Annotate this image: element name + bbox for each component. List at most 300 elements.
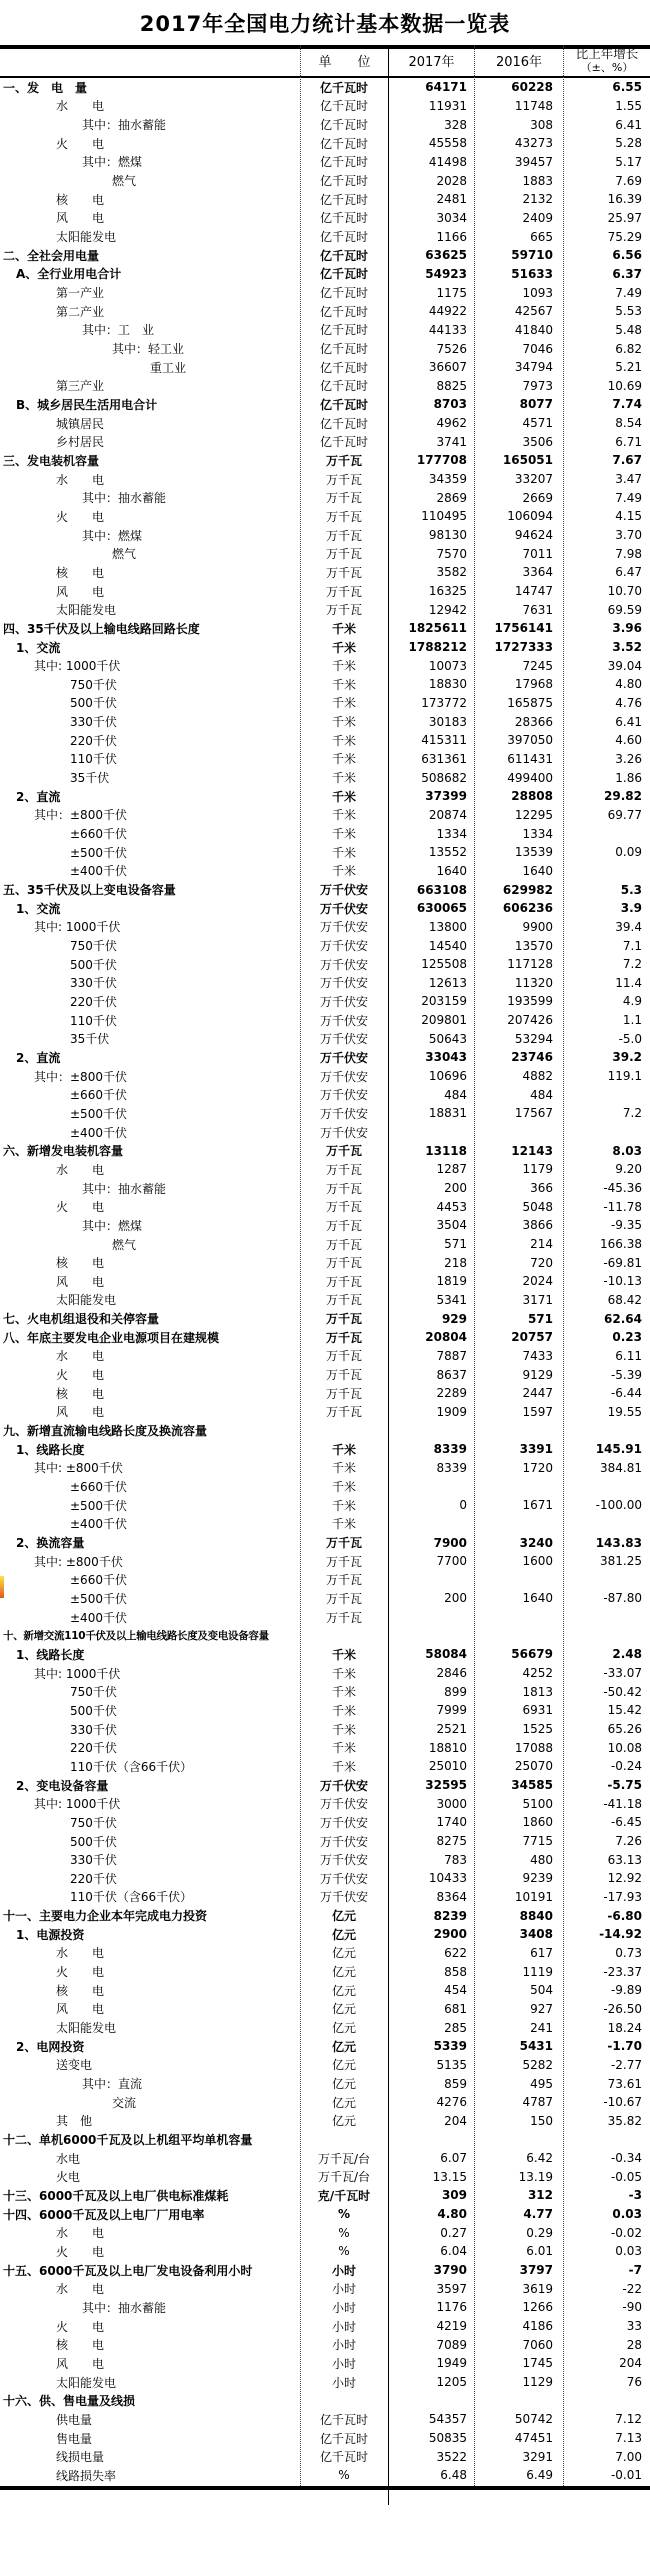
row-growth: 6.11 xyxy=(615,1348,642,1363)
row-value-2016: 34585 xyxy=(511,1778,553,1793)
table-row xyxy=(0,824,650,843)
row-label: 火 电 xyxy=(56,1200,105,1215)
row-unit: 万千伏安 xyxy=(319,1834,368,1849)
row-unit: 亿千瓦时 xyxy=(319,211,368,226)
table-row xyxy=(0,171,650,190)
row-value-2017: 6.48 xyxy=(440,2468,467,2483)
table-row xyxy=(0,1962,650,1981)
row-label: 售电量 xyxy=(56,2431,93,2446)
row-unit: 亿千瓦时 xyxy=(319,2431,368,2446)
row-unit: 亿元 xyxy=(331,2021,356,2036)
row-growth: 6.82 xyxy=(615,341,642,356)
table-row xyxy=(0,1589,650,1608)
row-label: 2、直流 xyxy=(16,1050,61,1065)
row-unit: 亿千瓦时 xyxy=(319,2450,368,2465)
table-row xyxy=(0,1664,650,1683)
row-value-2017: 858 xyxy=(444,1964,467,1979)
row-value-2016: 1883 xyxy=(522,173,553,188)
table-row xyxy=(0,750,650,769)
row-value-2016: 0.29 xyxy=(526,2225,553,2240)
row-label: 750千伏 xyxy=(70,1685,117,1700)
row-unit: 万千伏安 xyxy=(319,883,368,898)
row-value-2017: 54923 xyxy=(425,266,467,281)
row-value-2016: 4882 xyxy=(522,1069,553,1084)
row-value-2017: 173772 xyxy=(421,695,467,710)
table-row xyxy=(0,1067,650,1086)
row-label: 其中: 1000千伏 xyxy=(34,1797,121,1812)
table-row xyxy=(0,2261,650,2280)
row-growth: 39.2 xyxy=(612,1050,642,1065)
row-value-2017: 285 xyxy=(444,2020,467,2035)
row-unit: 万千伏安 xyxy=(319,1778,368,1793)
table-row xyxy=(0,1141,650,1160)
row-unit: 万千瓦 xyxy=(325,1536,362,1551)
row-growth: -5.39 xyxy=(610,1367,642,1382)
row-growth: 7.2 xyxy=(622,957,642,972)
row-value-2017: 8275 xyxy=(436,1834,467,1849)
row-growth: -26.50 xyxy=(603,2001,642,2016)
table-row xyxy=(0,974,650,993)
row-value-2016: 53294 xyxy=(514,1031,553,1046)
table-row xyxy=(0,265,650,284)
row-label: ±660千伏 xyxy=(70,1480,127,1495)
table-row xyxy=(0,526,650,545)
table-row xyxy=(0,582,650,601)
row-value-2017: 1909 xyxy=(436,1404,467,1419)
row-label: 十一、主要电力企业本年完成电力投资 xyxy=(3,1909,208,1924)
row-value-2016: 7433 xyxy=(522,1348,553,1363)
row-label: 750千伏 xyxy=(70,1815,117,1830)
row-unit: 万千伏安 xyxy=(319,939,368,954)
row-value-2017: 783 xyxy=(444,1852,467,1867)
row-value-2016: 1720 xyxy=(522,1460,553,1475)
row-value-2017: 7700 xyxy=(436,1554,467,1569)
row-value-2016: 3291 xyxy=(522,2449,553,2464)
row-value-2016: 1597 xyxy=(522,1404,553,1419)
row-growth: -22 xyxy=(622,2281,642,2296)
table-row xyxy=(0,2279,650,2298)
row-label: 燃气 xyxy=(112,174,137,189)
row-label: 一、发 电 量 xyxy=(3,80,88,95)
table-row xyxy=(0,1197,650,1216)
row-label: 其 他 xyxy=(56,2114,93,2129)
row-value-2016: 2409 xyxy=(522,210,553,225)
row-growth: -50.42 xyxy=(603,1684,642,1699)
row-growth: 7.49 xyxy=(615,285,642,300)
row-label: ±500千伏 xyxy=(70,1498,127,1513)
row-growth: 11.4 xyxy=(615,975,642,990)
row-unit: 万千伏安 xyxy=(319,1890,368,1905)
row-label: 送变电 xyxy=(56,2058,93,2073)
row-label: ±400千伏 xyxy=(70,1610,127,1625)
row-label: 220千伏 xyxy=(70,733,117,748)
row-value-2016: 927 xyxy=(530,2001,553,2016)
row-value-2017: 2521 xyxy=(436,1722,467,1737)
column-header-growth-line1: 比上年增长 xyxy=(575,45,639,61)
row-growth: 4.60 xyxy=(615,733,642,748)
row-growth: 1.86 xyxy=(615,770,642,785)
table-row xyxy=(0,1925,650,1944)
row-value-2017: 7887 xyxy=(436,1348,467,1363)
row-label: 500千伏 xyxy=(70,1703,117,1718)
row-value-2016: 1671 xyxy=(522,1498,553,1513)
row-value-2016: 8840 xyxy=(519,1908,553,1923)
row-unit: 亿千瓦时 xyxy=(319,379,368,394)
table-row xyxy=(0,1626,650,1645)
row-label: 城镇居民 xyxy=(56,416,105,431)
row-growth: -10.13 xyxy=(603,1274,642,1289)
row-unit: 万千伏安 xyxy=(319,994,368,1009)
row-label: 水 电 xyxy=(56,2282,105,2297)
row-value-2017: 8703 xyxy=(433,397,467,412)
row-value-2017: 36607 xyxy=(428,360,467,375)
row-label: 其中: 1000千伏 xyxy=(34,1666,121,1681)
row-value-2017: 63625 xyxy=(425,248,467,263)
row-value-2017: 110495 xyxy=(421,509,467,524)
row-value-2017: 58084 xyxy=(425,1647,467,1662)
table-row xyxy=(0,992,650,1011)
row-label: 1、交流 xyxy=(16,901,61,916)
table-row xyxy=(0,1085,650,1104)
row-growth: -45.36 xyxy=(603,1181,642,1196)
row-label: 八、年底主要发电企业电源项目在建规模 xyxy=(3,1330,220,1345)
row-value-2017: 1205 xyxy=(436,2375,467,2390)
table-row xyxy=(0,1571,650,1590)
row-value-2016: 1756141 xyxy=(494,621,553,636)
row-growth: -11.78 xyxy=(603,1199,642,1214)
row-value-2016: 3240 xyxy=(519,1535,553,1550)
row-value-2017: 4962 xyxy=(436,416,467,431)
table-row xyxy=(0,2112,650,2131)
row-unit: 千米 xyxy=(331,677,356,692)
row-label: ±660千伏 xyxy=(70,827,127,842)
row-growth: -6.45 xyxy=(610,1815,642,1830)
row-value-2016: 39457 xyxy=(514,154,553,169)
table-row xyxy=(0,806,650,825)
row-value-2017: 1825611 xyxy=(408,621,467,636)
row-unit: 万千瓦 xyxy=(325,547,362,562)
row-value-2016: 1860 xyxy=(522,1815,553,1830)
row-label: 火 电 xyxy=(56,2319,105,2334)
row-label: ±400千伏 xyxy=(70,1517,127,1532)
row-value-2017: 1788212 xyxy=(408,640,467,655)
row-value-2017: 200 xyxy=(444,1181,467,1196)
row-unit: 亿千瓦时 xyxy=(319,323,368,338)
table-row xyxy=(0,414,650,433)
row-label: ±400千伏 xyxy=(70,1125,127,1140)
row-value-2017: 2900 xyxy=(433,1927,467,1942)
row-growth: 119.1 xyxy=(607,1069,642,1084)
row-growth: 145.91 xyxy=(595,1442,642,1457)
table-row xyxy=(0,1291,650,1310)
row-value-2016: 5048 xyxy=(522,1199,553,1214)
row-value-2017: 7570 xyxy=(436,546,467,561)
row-growth: 3.52 xyxy=(612,640,642,655)
row-label: B、城乡居民生活用电合计 xyxy=(16,397,158,412)
row-growth: 6.41 xyxy=(615,714,642,729)
row-label: 220千伏 xyxy=(70,994,117,1009)
row-value-2017: 5339 xyxy=(433,2039,467,2054)
row-value-2017: 209801 xyxy=(421,1013,467,1028)
row-growth: 204 xyxy=(619,2356,642,2371)
table-row xyxy=(0,1869,650,1888)
row-value-2016: 499400 xyxy=(507,770,553,785)
row-label: 其中: 1000千伏 xyxy=(34,659,121,674)
row-label: 七、火电机组退役和关停容量 xyxy=(3,1312,160,1327)
table-row xyxy=(0,190,650,209)
row-value-2016: 9129 xyxy=(522,1367,553,1382)
row-unit: 万千瓦 xyxy=(325,1293,362,1308)
row-label: 十三、6000千瓦及以上电厂供电标准煤耗 xyxy=(3,2188,229,2203)
row-label: 核 电 xyxy=(56,1386,105,1401)
table-row xyxy=(0,78,650,97)
row-value-2017: 2869 xyxy=(436,490,467,505)
row-growth: -6.44 xyxy=(610,1386,642,1401)
row-label: 330千伏 xyxy=(70,976,117,991)
table-row xyxy=(0,2149,650,2168)
row-unit: 亿千瓦时 xyxy=(319,118,368,133)
row-label: 供电量 xyxy=(56,2412,93,2427)
row-unit: 亿千瓦时 xyxy=(319,174,368,189)
row-value-2016: 11320 xyxy=(514,975,553,990)
row-value-2017: 3504 xyxy=(436,1218,467,1233)
table-row xyxy=(0,358,650,377)
row-value-2016: 28366 xyxy=(514,714,553,729)
row-unit: 万千伏安 xyxy=(319,1125,368,1140)
row-unit: 千米 xyxy=(331,640,356,655)
row-value-2016: 6.01 xyxy=(526,2244,553,2259)
row-label: 330千伏 xyxy=(70,1722,117,1737)
row-value-2017: 2481 xyxy=(436,192,467,207)
row-value-2017: 681 xyxy=(444,2001,467,2016)
row-growth: -100.00 xyxy=(595,1498,642,1513)
row-growth: 6.56 xyxy=(612,248,642,263)
table-row xyxy=(0,2410,650,2429)
row-label: 太阳能发电 xyxy=(56,1293,117,1308)
row-unit: 亿元 xyxy=(331,1946,356,1961)
row-value-2016: 2132 xyxy=(522,192,553,207)
column-header-growth xyxy=(564,45,650,76)
row-growth: -87.80 xyxy=(603,1591,642,1606)
row-value-2017: 8339 xyxy=(433,1442,467,1457)
row-value-2017: 8825 xyxy=(436,378,467,393)
row-value-2017: 2846 xyxy=(436,1666,467,1681)
row-growth: 384.81 xyxy=(600,1460,642,1475)
row-value-2017: 4276 xyxy=(436,2095,467,2110)
row-value-2017: 3597 xyxy=(436,2281,467,2296)
row-unit: 千米 xyxy=(331,789,356,804)
row-unit: 万千瓦 xyxy=(325,584,362,599)
row-value-2017: 13118 xyxy=(425,1143,467,1158)
row-value-2017: 1740 xyxy=(436,1815,467,1830)
row-unit: 千米 xyxy=(331,1666,356,1681)
row-label: 太阳能发电 xyxy=(56,2375,117,2390)
row-growth: 1.55 xyxy=(615,98,642,113)
row-label: ±660千伏 xyxy=(70,1088,127,1103)
row-growth: -33.07 xyxy=(603,1666,642,1681)
row-value-2017: 50643 xyxy=(428,1031,467,1046)
row-value-2016: 6931 xyxy=(522,1703,553,1718)
row-unit: 万千伏安 xyxy=(319,1013,368,1028)
row-unit: 千米 xyxy=(331,1647,356,1662)
row-growth: 9.20 xyxy=(615,1162,642,1177)
row-value-2017: 6.07 xyxy=(440,2151,467,2166)
table-row xyxy=(0,2018,650,2037)
row-unit: 千米 xyxy=(331,1517,356,1532)
row-unit: 千米 xyxy=(331,1461,356,1476)
row-label: 2、换流容量 xyxy=(16,1536,85,1551)
row-label: 500千伏 xyxy=(70,957,117,972)
row-value-2017: 4453 xyxy=(436,1199,467,1214)
page-title: 2017年全国电力统计基本数据一览表 xyxy=(139,12,511,36)
row-growth: -0.01 xyxy=(610,2468,642,2483)
table-row xyxy=(0,1552,650,1571)
row-unit: 千米 xyxy=(331,733,356,748)
row-value-2017: 125508 xyxy=(421,957,467,972)
row-growth: 6.41 xyxy=(615,117,642,132)
row-label: 水电 xyxy=(56,2151,81,2166)
row-value-2016: 7973 xyxy=(522,378,553,393)
row-value-2017: 64171 xyxy=(425,80,467,95)
row-unit: 小时 xyxy=(331,2356,356,2371)
row-growth: 381.25 xyxy=(600,1554,642,1569)
row-label: 2、电网投资 xyxy=(16,2039,85,2054)
table-row xyxy=(0,1104,650,1123)
row-label: 核 电 xyxy=(56,192,105,207)
row-value-2016: 150 xyxy=(530,2113,553,2128)
table-row xyxy=(0,1216,650,1235)
table-row xyxy=(0,451,650,470)
row-label: 330千伏 xyxy=(70,715,117,730)
table-row xyxy=(0,936,650,955)
row-unit: 亿千瓦时 xyxy=(319,192,368,207)
row-growth: 7.98 xyxy=(615,546,642,561)
row-value-2017: 45558 xyxy=(428,136,467,151)
table-row xyxy=(0,432,650,451)
row-growth: 4.80 xyxy=(615,677,642,692)
row-value-2017: 44922 xyxy=(428,304,467,319)
table-row xyxy=(0,1701,650,1720)
row-growth: 7.1 xyxy=(622,938,642,953)
table-row xyxy=(0,246,650,265)
row-value-2017: 508682 xyxy=(421,770,467,785)
row-growth: 10.08 xyxy=(607,1740,642,1755)
row-label: 其中：轻工业 xyxy=(112,342,185,357)
row-label: 1、电源投资 xyxy=(16,1927,85,1942)
row-value-2016: 665 xyxy=(530,229,553,244)
row-value-2016: 617 xyxy=(530,1945,553,1960)
table-row xyxy=(0,2130,650,2149)
row-value-2017: 13.15 xyxy=(432,2169,467,2184)
table-row xyxy=(0,1832,650,1851)
row-value-2016: 611431 xyxy=(507,751,553,766)
row-value-2017: 622 xyxy=(444,1945,467,1960)
row-label: 35千伏 xyxy=(70,771,110,786)
row-unit: 万千瓦 xyxy=(325,1237,362,1252)
table-row xyxy=(0,1794,650,1813)
table-row xyxy=(0,283,650,302)
row-growth: 2.48 xyxy=(612,1647,642,1662)
row-growth: 0.03 xyxy=(615,2244,642,2259)
row-unit: 万千瓦 xyxy=(325,1405,362,1420)
row-label: 第三产业 xyxy=(56,379,105,394)
row-value-2016: 106094 xyxy=(507,509,553,524)
table-row xyxy=(0,2317,650,2336)
row-label: 第二产业 xyxy=(56,304,105,319)
row-label: 750千伏 xyxy=(70,939,117,954)
row-unit: 亿千瓦时 xyxy=(319,435,368,450)
row-label: 220千伏 xyxy=(70,1741,117,1756)
row-value-2016: 7631 xyxy=(522,602,553,617)
table-row xyxy=(0,768,650,787)
table-row xyxy=(0,1776,650,1795)
row-value-2017: 50835 xyxy=(428,2431,467,2446)
table-row xyxy=(0,2429,650,2448)
table-row xyxy=(0,1720,650,1739)
row-growth: 39.04 xyxy=(607,658,642,673)
row-unit: 万千瓦 xyxy=(325,472,362,487)
table-row xyxy=(0,1944,650,1963)
row-label: 九、新增直流输电线路长度及换流容量 xyxy=(3,1424,208,1439)
row-value-2017: 8637 xyxy=(436,1367,467,1382)
row-label: 重工业 xyxy=(150,360,187,375)
row-unit: 亿千瓦时 xyxy=(319,2412,368,2427)
row-unit: % xyxy=(338,2225,350,2240)
row-value-2016: 1640 xyxy=(522,863,553,878)
row-label: 核 电 xyxy=(56,2338,105,2353)
row-unit: 万千瓦 xyxy=(325,603,362,618)
row-growth: -5.0 xyxy=(618,1031,642,1046)
row-value-2017: 2028 xyxy=(436,173,467,188)
row-value-2017: 415311 xyxy=(421,733,467,748)
row-unit: 亿元 xyxy=(331,1909,356,1924)
row-label: 核 电 xyxy=(56,565,105,580)
row-value-2017: 3741 xyxy=(436,434,467,449)
row-label: 风 电 xyxy=(56,2002,105,2017)
table-row xyxy=(0,1365,650,1384)
row-growth: 10.70 xyxy=(607,584,642,599)
row-unit: 千米 xyxy=(331,621,356,636)
row-value-2017: 3000 xyxy=(436,1796,467,1811)
row-unit: 万千伏安 xyxy=(319,1032,368,1047)
row-growth: 5.21 xyxy=(615,360,642,375)
row-label: 风 电 xyxy=(56,2356,105,2371)
row-value-2017: 8239 xyxy=(433,1908,467,1923)
row-growth: -0.24 xyxy=(610,1759,642,1774)
row-value-2016: 366 xyxy=(530,1181,553,1196)
row-growth: 15.42 xyxy=(607,1703,642,1718)
row-value-2016: 17567 xyxy=(514,1106,553,1121)
row-value-2017: 12613 xyxy=(428,975,467,990)
row-unit: 千米 xyxy=(331,1703,356,1718)
row-value-2017: 1949 xyxy=(436,2356,467,2371)
table-row xyxy=(0,1515,650,1534)
row-value-2016: 17088 xyxy=(514,1740,553,1755)
row-label: 水 电 xyxy=(56,2226,105,2241)
row-value-2017: 37399 xyxy=(425,789,467,804)
row-value-2017: 20874 xyxy=(428,807,467,822)
row-label: 其中：抽水蓄能 xyxy=(82,1181,167,1196)
table-row xyxy=(0,1757,650,1776)
row-value-2017: 631361 xyxy=(421,751,467,766)
row-value-2016: 17968 xyxy=(514,677,553,692)
row-value-2016: 51633 xyxy=(511,266,553,281)
row-unit: 亿千瓦时 xyxy=(319,267,368,282)
row-value-2017: 44133 xyxy=(428,322,467,337)
row-value-2016: 5100 xyxy=(522,1796,553,1811)
row-growth: 5.48 xyxy=(615,322,642,337)
row-growth: 6.47 xyxy=(615,565,642,580)
